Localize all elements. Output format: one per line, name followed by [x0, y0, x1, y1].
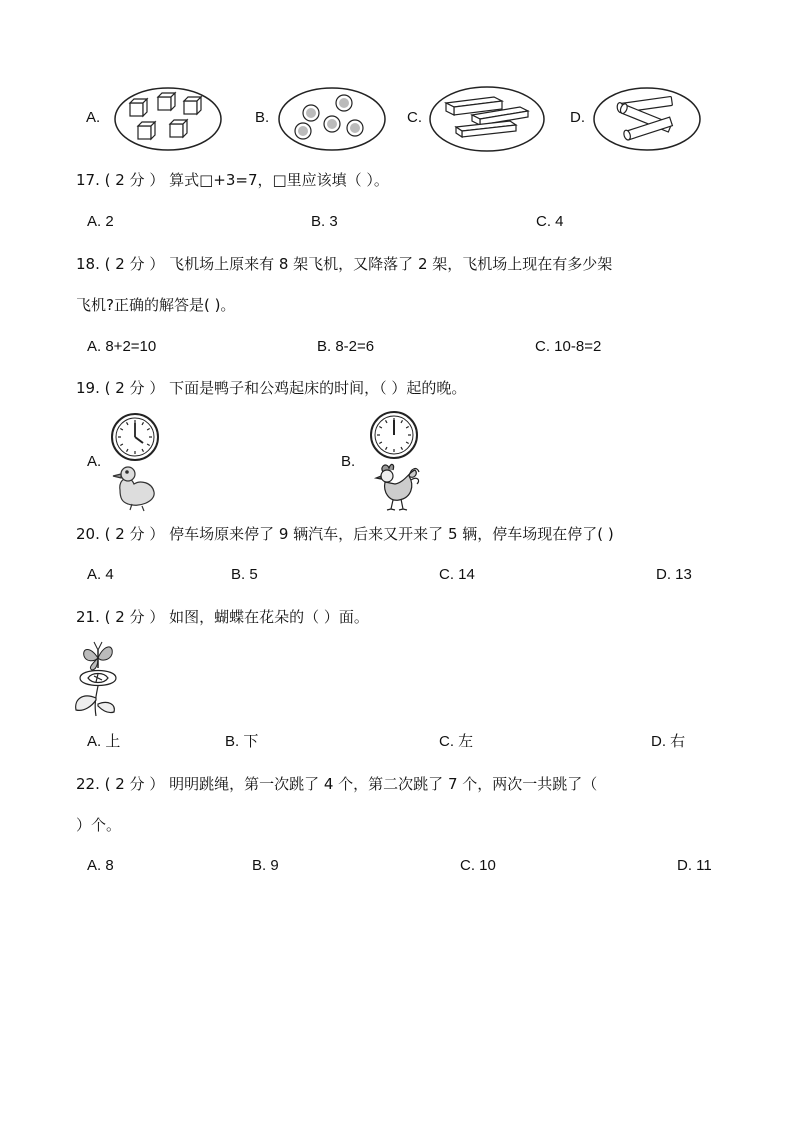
- q18-stem-line1: 18. ( 2 分 ） 飞机场上原来有 8 架飞机，又降落了 2 架，飞机场上现在有多少架: [76, 255, 613, 273]
- q22-option-b[interactable]: B. 9: [252, 857, 279, 874]
- duck-clock-illustration: [108, 412, 164, 512]
- q18-option-a[interactable]: A. 8+2=10: [87, 338, 157, 355]
- cubes-illustration: [113, 86, 223, 152]
- flower-icon: [76, 671, 116, 717]
- q16-option-b-label[interactable]: B.: [255, 109, 270, 126]
- rooster-clock-illustration: [365, 410, 425, 514]
- q20-option-a[interactable]: A. 4: [87, 566, 114, 583]
- duck-icon: [113, 467, 154, 511]
- q21-stem: 21. ( 2 分 ） 如图，蝴蝶在花朵的（ ）面。: [76, 608, 369, 626]
- balls-illustration: [277, 86, 387, 152]
- q21-option-c[interactable]: C. 左: [439, 733, 474, 750]
- q22-option-c[interactable]: C. 10: [460, 857, 496, 874]
- q18-option-c[interactable]: C. 10-8=2: [535, 338, 602, 355]
- clock-icon: [371, 412, 417, 458]
- q20-option-b[interactable]: B. 5: [231, 566, 258, 583]
- q19-option-b-label[interactable]: B.: [341, 453, 356, 470]
- q22-stem-line2: ）个。: [76, 816, 122, 834]
- q17-stem: 17. ( 2 分 ） 算式□+3=7，□里应该填（ ）。: [76, 171, 389, 189]
- butterfly-icon: [84, 642, 113, 670]
- q18-stem-line2: 飞机?正确的解答是( )。: [76, 296, 236, 314]
- q16-option-d-label[interactable]: D.: [570, 109, 585, 126]
- butterfly-flower-illustration: [72, 638, 124, 720]
- q22-stem-line1: 22. ( 2 分 ） 明明跳绳，第一次跳了 4 个，第二次跳了 7 个，两次一共跳了（: [76, 775, 598, 793]
- q20-option-c[interactable]: C. 14: [439, 566, 475, 583]
- q17-option-a[interactable]: A. 2: [87, 213, 114, 230]
- cylinders-illustration: [592, 86, 702, 152]
- q22-option-a[interactable]: A. 8: [87, 857, 114, 874]
- clock-icon: [112, 414, 158, 460]
- q18-option-b[interactable]: B. 8-2=6: [317, 338, 375, 355]
- q21-option-a[interactable]: A. 上: [87, 733, 121, 750]
- q22-option-d[interactable]: D. 11: [677, 857, 712, 874]
- q20-stem: 20. ( 2 分 ） 停车场原来停了 9 辆汽车，后来又开来了 5 辆，停车场现在停了( ): [76, 525, 614, 543]
- q17-option-c[interactable]: C. 4: [536, 213, 564, 230]
- q21-option-b[interactable]: B. 下: [225, 733, 259, 750]
- q17-option-b[interactable]: B. 3: [311, 213, 338, 230]
- q16-option-a-label[interactable]: A.: [86, 109, 101, 126]
- rooster-icon: [376, 464, 419, 510]
- q16-option-c-label[interactable]: C.: [407, 109, 422, 126]
- q20-option-d[interactable]: D. 13: [656, 566, 692, 583]
- q21-option-d[interactable]: D. 右: [651, 733, 686, 750]
- q19-option-a-label[interactable]: A.: [87, 453, 102, 470]
- q19-stem: 19. ( 2 分 ） 下面是鸭子和公鸡起床的时间，（ ）起的晚。: [76, 379, 467, 397]
- cuboids-illustration: [428, 85, 546, 153]
